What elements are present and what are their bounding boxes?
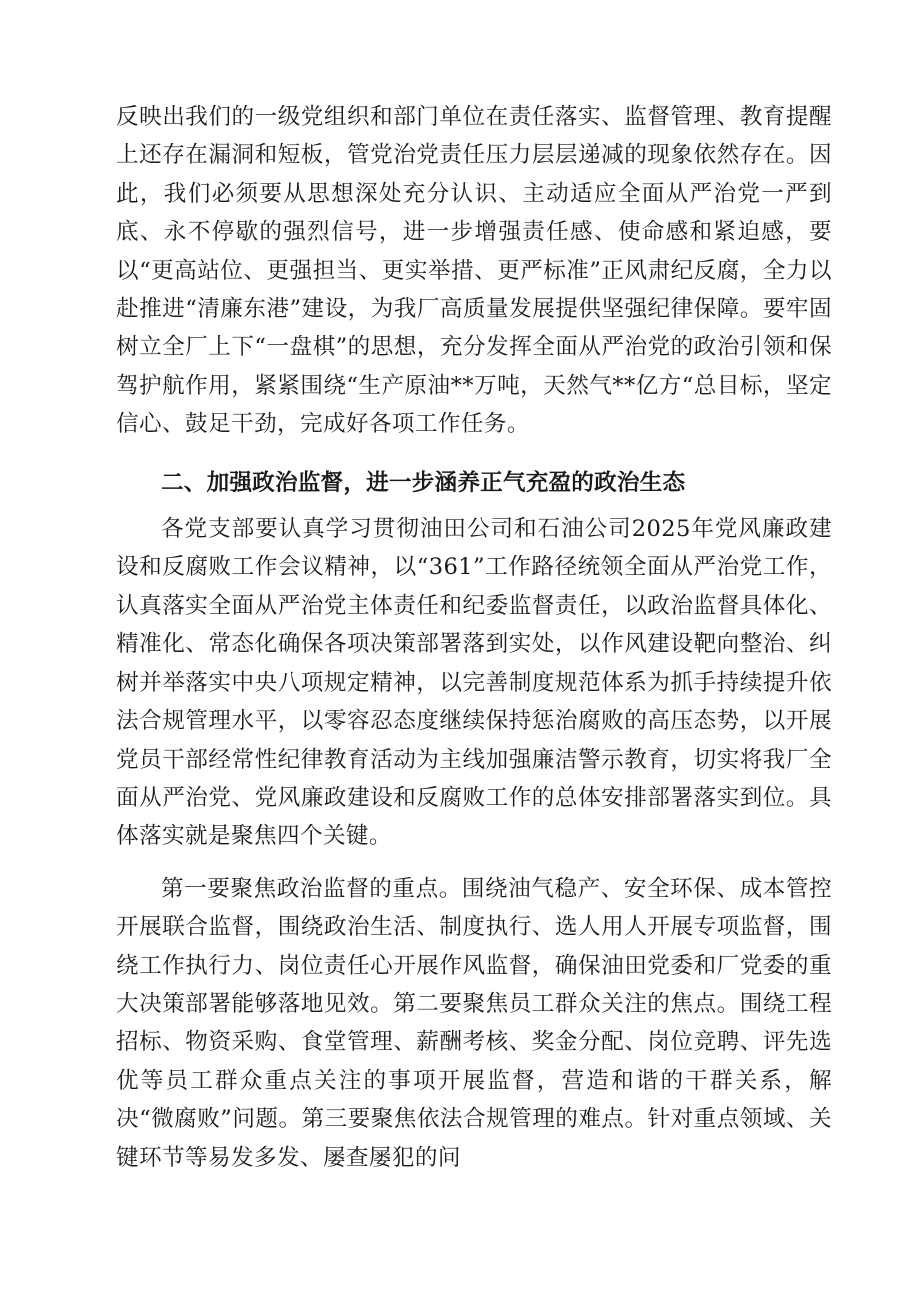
- paragraph-continuation: 反映出我们的一级党组织和部门单位在责任落实、监督管理、教育提醒上还存在漏洞和短板，管党治党责任压力层层递减的现象依然存在。因此，我们必须要从思想深处充分认识、主动适应全面从严治党一严到底、永不停歇的强烈信号，进一步增强责任感、使命感和紧迫感，要以“更高站位、更强担当、更实举措、更严标准”正风肃纪反腐，全力以赴推进“清廉东港”建设，为我厂高质量发展提供坚强纪律保障。要牢固树立全厂上下“一盘棋”的思想，充分发挥全面从严治党的政治引领和保驾护航作用，紧紧围绕“生产原油**万吨，天然气**亿方“总目标，坚定信心、鼓足干劲，完成好各项工作任务。: [116, 104, 832, 438]
- paragraph-gap: [116, 856, 832, 870]
- paragraph-section-1: 各党支部要认真学习贯彻油田公司和石油公司2025年党风廉政建设和反腐败工作会议精神，以“361”工作路径统领全面从严治党工作，认真落实全面从严治党主体责任和纪委监督责任，以政治监督具体化、精准化、常态化确保各项决策部署落到实处，以作风建设靶向整治、纠树并举落实中央八项规定精神，以完善制度规范体系为抓手持续提升依法合规管理水平，以零容忍态度继续保持惩治腐败的高压态势，以开展党员干部经常性纪律教育活动为主线加强廉洁警示教育，切实将我厂全面从严治党、党风廉政建设和反腐败工作的总体安排部署落实到位。具体落实就是聚焦四个关键。: [116, 516, 832, 850]
- section-heading: 二、加强政治监督，进一步涵养正气充盈的政治生态: [161, 469, 686, 496]
- paragraph-section-2: 第一要聚焦政治监督的重点。围绕油气稳产、安全环保、成本管控开展联合监督，围绕政治生活、制度执行、选人用人开展专项监督，围绕工作执行力、岗位责任心开展作风监督，确保油田党委和厂党委的重大决策部署能够落地见效。第二要聚焦员工群众关注的焦点。围绕工程招标、物资采购、食堂管理、薪酬考核、奖金分配、岗位竞聘、评先选优等员工群众重点关注的事项开展监督，营造和谐的干群关系，解决“微腐败”问题。第三要聚焦依法合规管理的难点。针对重点领域、关键环节等易发多发、屡查屡犯的问: [116, 875, 832, 1171]
- document-body: [116, 98, 832, 1177]
